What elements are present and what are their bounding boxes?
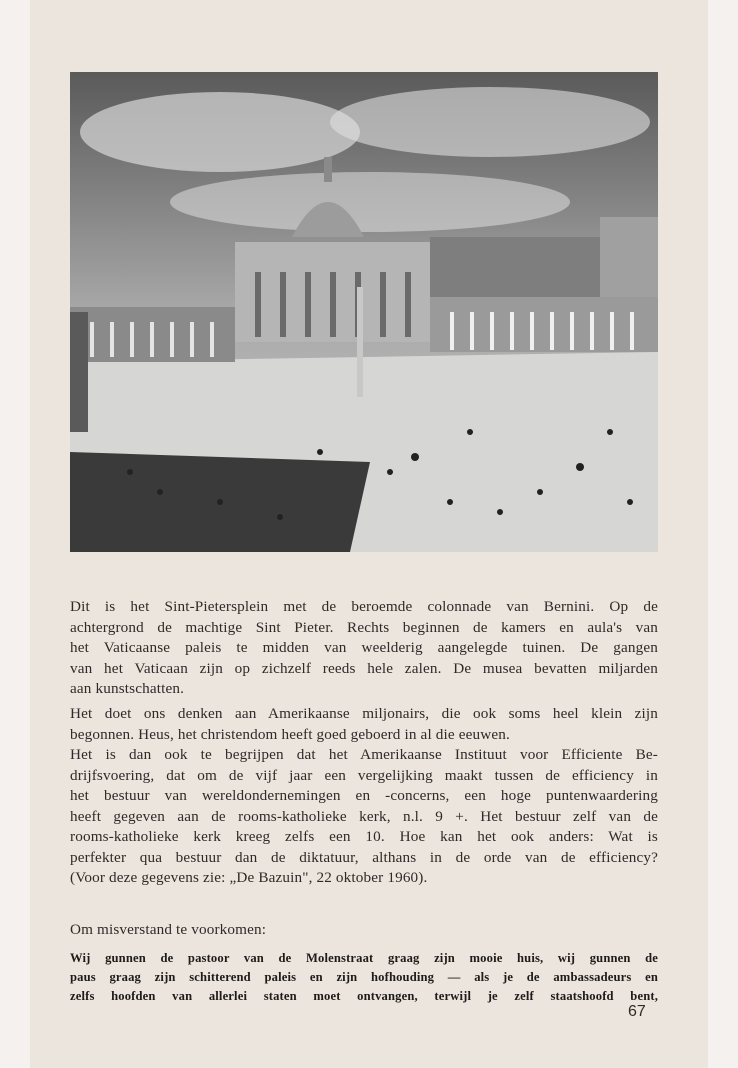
obelisk [357,287,363,397]
cloud [80,92,360,172]
photo-st-peters-square [70,72,658,552]
paragraph-2 [70,704,658,889]
lantern [324,157,332,182]
text-line: Om misverstand te voorkomen: [70,921,267,938]
text-line: begonnen. Heus, het christendom heeft goed geboerd in al die eeuwen. [70,725,510,743]
cloud [330,87,650,157]
text-line: rooms-katholieke kerk kreeg zelfs een 10. Hoe kan het ook anders: Wat is [70,828,658,845]
text-line: Wij gunnen de pastoor van de Molenstraat graag zijn mooie huis, wij gunnen de [70,951,658,965]
cloud [170,172,570,232]
text-line: heeft gegeven aan de rooms-katholieke kerk, n.l. 9 +. Het bestuur zelf van de [70,807,658,825]
text-line: het Vaticaanse paleis te midden van weelderig aangelegde tuinen. De gangen [70,639,658,656]
photo-image [70,72,658,552]
text-line: het bestuur van wereldondernemingen en -concerns, een hoge puntenwaardering [70,787,658,804]
bold-paragraph [70,949,658,1006]
paragraph-1 [70,597,658,700]
text-line: Het is dan ook te begrijpen dat het Amerikaanse Instituut voor Efficiente Be- [70,746,658,763]
text-line: (Voor deze gegevens zie: „De Bazuin", 22 oktober 1960). [70,869,428,886]
text-line: van het Vaticaan zijn op zichzelf reeds hele zalen. De musea bevatten miljarden [70,659,658,677]
text-line: zelfs hoofden van allerlei staten moet ontvangen, terwijl je zelf staatshoofd bent, [70,989,658,1003]
text-line: perfekter qua bestuur dan de diktatuur, althans in de orde van de efficiency? [70,848,658,866]
text-line: Het doet ons denken aan Amerikaanse miljonairs, die ook soms heel klein zijn [70,705,658,722]
left-colonnade [70,307,235,362]
vatican-palace [430,217,658,352]
page-number: 67 [628,1003,646,1020]
text-line: drijfsvoering, dat om de vijf jaar een vergelijking maakt tussen de efficiency in [70,766,658,784]
text-line: aan kunstschatten. [70,680,185,697]
text-line: paus graag zijn schitterend paleis en zijn hofhouding — als je de ambassadeurs en [70,970,658,984]
paragraph-3 [70,920,658,941]
text-line: Dit is het Sint-Pietersplein met de beroemde colonnade van Bernini. Op de [70,598,658,615]
foreground-column [70,312,88,432]
text-line: achtergrond de machtige Sint Pieter. Rechts beginnen de kamers en aula's van [70,618,658,636]
